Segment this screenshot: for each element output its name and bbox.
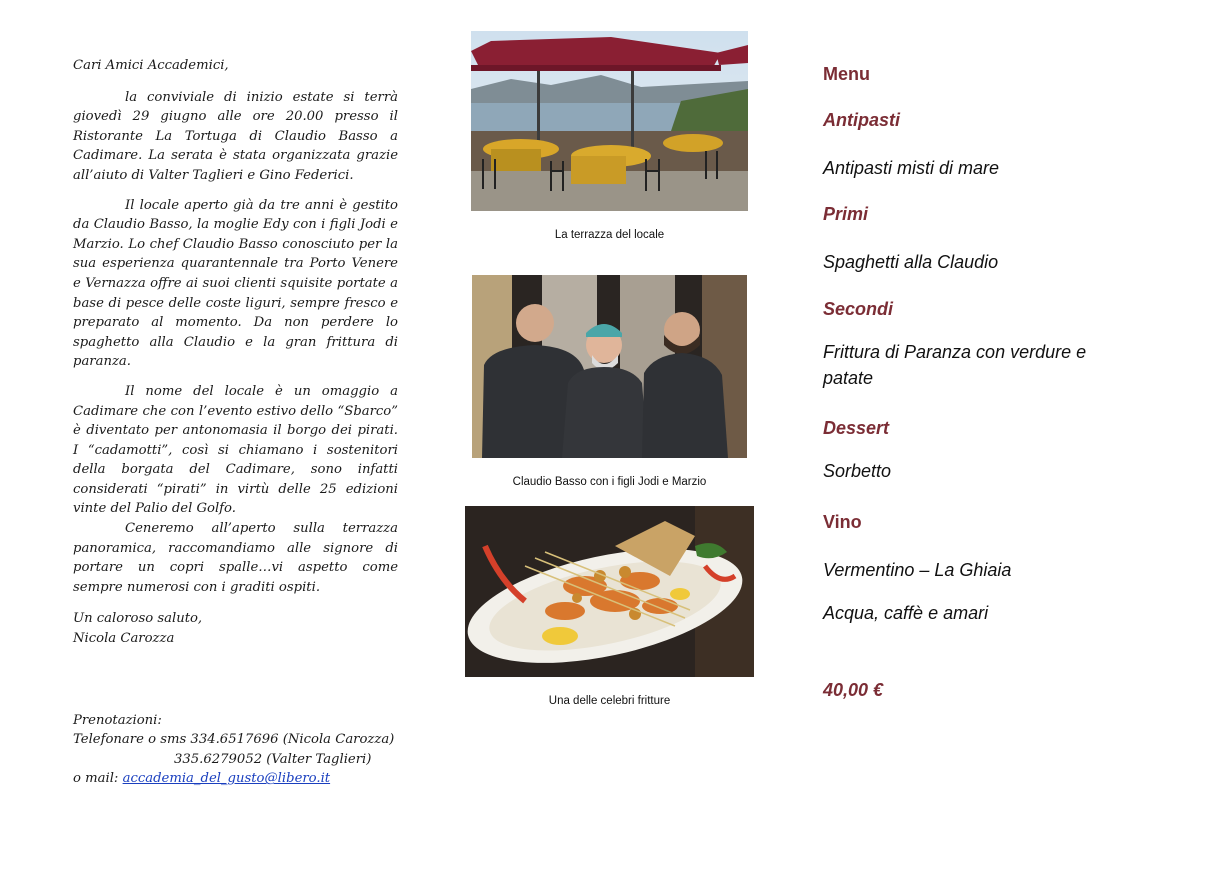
reservations-mail-line (73, 769, 398, 789)
letter-salutation: Cari Amici Accademici, (73, 58, 229, 73)
menu-heading-antipasti: Antipasti (823, 110, 901, 130)
letter-paragraph-3: Il nome del locale è un omaggio a Cadimare che con l’evento estivo dello “Sbarco” è diventato per antonomasia il borgo dei pirati. I “cadamotti”, così si chiamano i sostenitori della borgata del Cadimare, sono infatti considerati “pirati” in virtù delle 25 edizioni vinte del Palio del Golfo. (73, 383, 398, 517)
menu-item-dessert: Sorbetto (823, 461, 892, 481)
reservations-phone-2: 335.6279052 (Valter Taglieri) (174, 751, 372, 767)
email-link[interactable]: accademia_del_gusto@libero.it (122, 771, 331, 787)
letter-paragraph-1: la conviviale di inizio estate si terrà giovedì 29 giugno alle ore 20.00 presso il Ristorante La Tortuga di Claudio Basso a Cadimare. La serata è stata organizzata grazie all’aiuto di Valter Taglieri e Gino Federici. (73, 89, 398, 183)
menu-item-antipasti: Antipasti misti di mare (823, 158, 1000, 178)
fried-fish-caption: Una delle celebri fritture (548, 695, 671, 707)
terrace-image (471, 31, 748, 211)
menu-item-secondi: Frittura di Paranza con verdure e patate (823, 342, 1087, 388)
chefs-image (472, 275, 747, 458)
menu-price: 40,00 € (823, 680, 884, 700)
chefs-caption: Claudio Basso con i figli Jodi e Marzio (512, 476, 707, 488)
letter-paragraph-2: Il locale aperto già da tre anni è gestito da Claudio Basso, la moglie Edy con i figli Jodi e Marzio. Lo chef Claudio Basso conosciuto per la sua esperienza quarantennale tra Porto Venere e Vernazza offre ai suoi clienti squisite portate a base di pesce delle coste liguri, sempre fresco e preparato al momento. Da non perdere lo spaghetto alla Claudio e la gran frittura di paranza. (73, 197, 398, 370)
terrace-photo (471, 31, 748, 211)
menu-heading-vino: Vino (823, 512, 862, 532)
fried-fish-photo (465, 506, 754, 677)
terrace-caption: La terrazza del locale (554, 229, 665, 241)
fried-fish-image (465, 506, 754, 677)
reservations-phone-1: Telefonare o sms 334.6517696 (Nicola Carozza) (73, 732, 395, 748)
invitation-letter (73, 56, 398, 789)
menu-item-vino: Vermentino – La Ghiaia (823, 560, 1012, 580)
reservations-title: Prenotazioni: (73, 712, 162, 728)
menu-title: Menu (823, 64, 870, 84)
menu-heading-dessert: Dessert (823, 418, 890, 438)
menu-item-extra: Acqua, caffè e amari (823, 603, 989, 623)
letter-signature: Nicola Carozza (73, 631, 175, 647)
letter-closing: Un caloroso saluto, (73, 611, 203, 627)
menu-heading-primi: Primi (823, 204, 869, 224)
mail-prefix: o mail: (73, 771, 123, 787)
letter-paragraph-4: Ceneremo all’aperto sulla terrazza panoramica, raccomandiamo alle signore di portare un copri spalle…vi aspetto come sempre numerosi con i graditi ospiti. (73, 521, 398, 595)
reservations-block (73, 711, 398, 789)
chefs-photo (472, 275, 747, 458)
menu-item-primi: Spaghetti alla Claudio (823, 252, 999, 272)
menu-heading-secondi: Secondi (823, 299, 894, 319)
